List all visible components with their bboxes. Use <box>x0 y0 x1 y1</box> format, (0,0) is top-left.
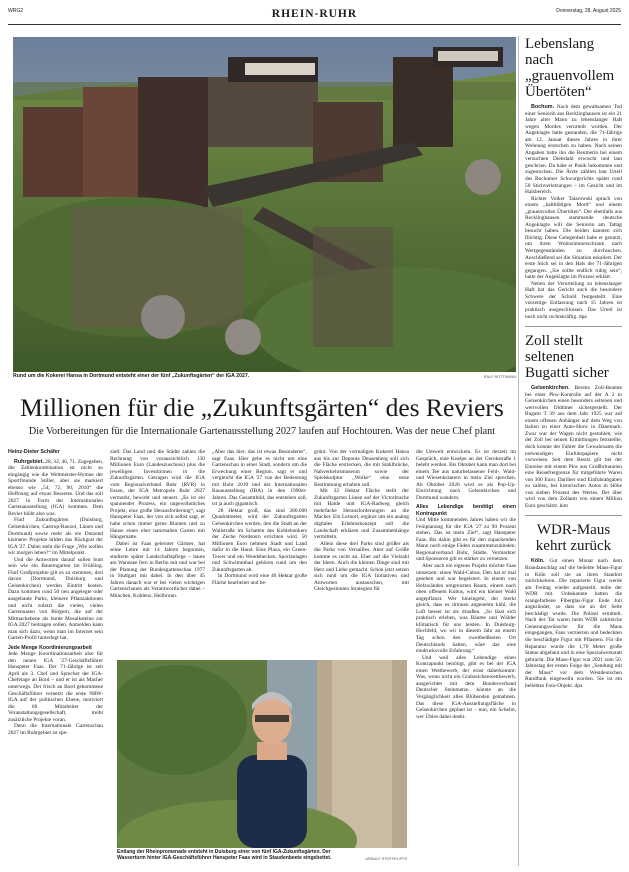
article-column-1 <box>8 449 103 869</box>
paragraph: 28 Hektar groß, das sind 280.000 Quadratmeter, wird der Zukunftsgarten Gelsenkirchen werden, den die Stadt an der Wallstraße im Schatten des Kohlebunkers der Zeche Nordstern errichten wird. 50 Millionen Euro nehmen Stadt und Land dafür in die Hand. Eine Plaza, ein Green-Tower und ein Wendebecken, Sportanlagen und Schwimmbad gehören rund um den Zukunftsgarten ab. <box>212 507 307 573</box>
article1-body <box>525 104 622 320</box>
paragraph: Dabei ist Faas gelernter Gärtner, hat seine Lehre mit 14 Jahren begonnen, studierte später Landschaftspflege – baute am Wannsee fern in Berlin mit und war bei der Planung der Bundesgartenschau 1977 in Stuttgart mit dabei. In den über 45 Jahren danach war er bei vielen wichtigen Gartenschauen als Verantwortlicher dabei – München, Koblenz, Heilbronn. <box>110 540 205 600</box>
paragraph: Denn die Internationale Gartenschau 2027 im Ruhrgebiet ist spe- <box>8 723 103 736</box>
article-divider <box>525 515 622 516</box>
article2-body <box>525 385 622 509</box>
portrait-photo-graphic <box>117 660 407 848</box>
paragraph: Köln. Gut einen Monat nach dem Brandanschlag auf die beliebte Maus-Figur in Köln soll sie an ihren Standort zurückkehren. Die reparierte Figur werde am Freitag wieder aufgestellt, teilte der WDR mit. Unbekannte hatten die orangefarbene Fiberglas-Figur Ende Juli angezündet, so dass sie an der Seite beschädigt wurde. Die Polizei ermittelt. Nach der Tat waren beim WDR zahlreiche Genesungswünsche für die Maus eingegangen, Fans verzierten und bedeckten die beschädigte Figur mit Pflastern. Für die Reparatur wurde die 1,70 Meter große Statue abgebaut und in eine Spezialwerkstatt gebracht. Die Maus-Figur war 2021 zum 50. Jahrestag der ersten Folge der „Sendung mit der Maus“ vor dem Westdeutschen Rundfunk eingeweiht worden. Sie ist ein beliebtes Foto-Objekt. dpa <box>525 558 622 689</box>
paragraph: Und die Antworten darauf sollen bunt sein wie ein Bauerngarten im Frühling. Fünf Großprojekte gilt es zu stemmen, drei davon (Dortmund, Duisburg und Gelsenkirchen) werden Eintritt kosten. Dazu kommen rund 50 neu angelegte oder ausgebaute Parks, kleinere Pflanzaktionen und nicht zuletzt die vielen, vielen Gartenoasen von Bürgern, die auf der Mitmachebene als bunte Mosaiksteine zur IGA 2027 beitragen sollen. Anmelden kann man sich dazu, wenn man im Internet sein Garten-Profil hinterlegt hat. <box>8 556 103 642</box>
subheading: Jede Menge Koordinierungsarbeit <box>8 644 92 651</box>
article-column-2 <box>110 449 205 659</box>
paragraph: grünt. Von der vormaligen Kokerei Hansa aus bis zur Deponie Deusenberg soll sich die Fläche erstrecken, die mit Stahlbrücke, Nahverkehrsmuseum sowie der Spielskulptur „Wolke“ eine neue Bestimmung erhalten soll. <box>314 449 409 488</box>
subheading: Alles Lebendige benötigt einen Kontrapunkt <box>416 504 516 517</box>
kokerei-photo-graphic <box>13 37 516 372</box>
article1-headline: Lebenslang nach „grauenvollem Übertöten“ <box>525 36 615 100</box>
article2-headline: Zoll stellt seltenen Bugatti sicher <box>525 333 609 382</box>
inset-photo-credit: ARNULF STOFFEL/FFS <box>365 857 407 861</box>
article3-headline: WDR-Maus kehrt zurück <box>535 522 612 555</box>
paragraph: Richter Volker Talarowski sprach von einem „kaltblütigen Mord“ und einem „grauenvollen Übertöten“. Der ebenfalls aus Recklinghausen stammende deutsche Angeklagte will die Seniorin am Tattag besucht haben. Die beiden kannten sich flüchtig. Diese Gelegenheit habe er genutzt, um ihren Wohnzimmerschrank nach Wertgegenständen zu durchsuchen. Anschließend sei die Situation eskaliert. Der erste Stich sei in den Hals der 71-Jährigen gegangen. „Sie sollte endlich ruhig sein“, hatte der Angeklagte im Prozess erklärt. <box>525 195 622 281</box>
main-subheadline: Die Vorbereitungen für die Internationale Gartenausstellung 2027 laufen auf Hochtouren. Was der neue Chef plant <box>28 426 496 437</box>
paragraph: Neben der Verurteilung zu lebenslanger Haft hat das Gericht auch die besondere Schwere der Schuld festgestellt. Eine vorzeitige Entlassung nach 15 Jahren ist praktisch ausgeschlossen. Das Urteil ist noch nicht rechtskräftig. dpa <box>525 280 622 320</box>
paragraph: Gelsenkirchen. Bereits Zoll-Beamte bei einer Pkw-Kontrolle auf der A 2 in Gelsenkirchen einen besonders seltenen und wertvollen Oldtimer sichergestellt. Der Bugatti T 39 aus dem Jahr 1925 war auf einem offenen Anhänger auf dem Weg von Italien zu einer Auto-Show in Dänemark. Zwar war der Wagen nicht gestohlen, wie der Zoll bei seinen Ermittlungen feststellte, doch konnte der Fahrer die Gewahrsams die notwendigen Einfuhrpapiere nicht vorweisen. Seit dem Besitz gilt bei der Einreise mit einem Pkw aus Großbritannien eine Reisefreigrenze für mitgeführte Waren von 300 Euro. Darüber sind Einfuhrabgaben zu zahlen, bei historischen Autos in Höhe von sieben Prozent des Wertes. Der über wird von dem Zollamt von einem Million Euro geschätzt. kim <box>525 385 622 509</box>
edition-code: WRG2 <box>8 8 23 14</box>
main-headline: Millionen für die „Zukunftsgärten“ des Reviers <box>20 393 504 422</box>
article-column-4 <box>314 449 409 659</box>
dateline: Ruhrgebiet. <box>14 458 44 465</box>
paragraph: Bochum. Nach dem gewaltsamen Tod einer Seniorin aus Recklinghausen ist ein 21 Jahre alter Mann zu lebenslanger Haft wegen Mordes verurteilt worden. Der Angeklagte hatte gestanden, die 71-Jährige am 12. Januar dieses Jahres in ihrer Wohnung erstochen zu haben. Nach seinen Angaben hatte ihn die Rentnerin bei einem versuchten Diebstahl erwischt und laut geschrien. Da habe er Panik bekommen und zugestochen. Die Ärzte zählten laut Urteil des Bochumer Schwurgerichts später rund 50 Stichverletzungen – im Gesicht und im Halsbereich. <box>525 104 622 196</box>
article-column-3 <box>212 449 307 659</box>
dateline: Gelsenkirchen. <box>531 385 570 392</box>
paragraph: Ruhrgebiet. 28, 32, 46, 71. Zugegeben, die Zahlenkombination ist nicht so eingängig wie die Weltmeister-Hymne der Sportfreunde Stiller, aber sie markiert ebenso wie „54, 72, 90, 2010“ die Hoffnung auf etwas Besseres. Und das soll 2027 in Form der Internationalen Gartenausstellung (IGA) kommen. Dem Revier blüht also was. <box>8 458 103 517</box>
paragraph: „Aber das hier, das ist etwas Besonderes“, sagt Faas. Hier gehe es nicht um eine Gartenschau in einer Stadt, sondern um die Erweckung einer Region, sagt er und vergleicht die IGA '27 von der Bedeutung mit Ruhr 2010 und der Internationalen Bauausstellung (IBA) in den 1990er-Jahren. Das Gesamtbild, das entstehen soll, ist ja auch gigantisch. <box>212 449 307 508</box>
issue-date: Donnerstag, 28. August 2025 <box>556 8 621 14</box>
portrait-photo <box>117 660 407 848</box>
paragraph: Und Mitte kommenden Jahres haben wir die Feinplanung für die IGA '27 zu 90 Prozent stehen. Das ist mein Ziel“, sagt Hanspeter Faas. Bis dahin gibt es für den zupackenden Mann noch einige Fäden zusammenzubinden: Regionalverband Ruhr, Städte, Vermarkter und Sponsoren gilt es stärker zu vernetzen. <box>416 517 516 563</box>
inset-photo-caption: Entlang der Rheinpromenade entsteht in Duisburg einer von fünf IGA-Zukunftsgärten. Der Wasserturm hinter IGA-Geschäftsführer Hanspeter Faas wird in Staudenbeete eingebettet. <box>117 849 332 861</box>
article-divider <box>525 326 622 327</box>
paragraph: Allein diese drei Parks sind größer als die Parks von Versailles. Aber auf Größe komme es nicht an. Eher auf die Vielzahl der Ideen. Auch die kleinen Dinge sind mit Herz und Liebe gemacht. Schon jetzt setzen sich rund um die IGA Initiativen und Antworten austauschen, mit Gleichgesinnten Strategien für <box>314 540 409 593</box>
header-rule <box>8 24 621 25</box>
dateline: Köln. <box>531 558 545 565</box>
paragraph: In Dortmund wird eine 46 Hektar große Fläche bearbeitet und be- <box>212 573 307 586</box>
article3-body <box>525 558 622 689</box>
right-column <box>525 36 622 868</box>
main-photo-credit: RALF ROTTMANN <box>483 375 516 379</box>
paragraph: die Umwelt entwickeln. Es ist derzeit im Gespräch, eine Kneipe an der Gerokstraße 1 belebt werden. Bis Oktober kann man dort bei einem Tee aus naturbelassener Feld-, Wald- und Wiesenkräutern in mein Ziel sprechen. Ab Oktober 2026 wird es als Pop-Up-Einrichtung nach Gelsenkirchen und Dortmund wandern. <box>416 449 516 501</box>
column-divider <box>518 36 519 866</box>
paragraph: ziell: Das Land und die Städte zahlen die Rechnung von voraussichtlich 130 Millionen Euro (Landeszuschuss) plus die jeweiligen Investitionen in die Zukunftsgärten. Getragen wird die IGA vom Regionalverband Ruhr (RVR) in Essen, der IGA Metropole Ruhr 2027 vermarkt, bewirbt und steuert. „Es ist ein spannender Prozess, ein ungewöhnliches Projekt, eine große Herausforderung“, sagt Hanspeter Faas, der von sich selbst sagt, er habe schon immer gerne Blumen und zu Hause einen eher naturnahen Garten mit Hängematte. <box>110 449 205 541</box>
paragraph: Jede Menge Koordinationsarbeit also für den neuen IGA '27-Geschäftsführer Hanspeter Faas. Der 71-Jährige ist seit April als 3. Chef und Sprecher der IGA-Chefetage an Bord – und er ist als Macher unterwegs. Der frisch an Bord gekommene Geschäftsführer vernetzt die erste NRW-IGA auf der politischen Ebene, motiviert die 60 Mitarbeiter der Veranstaltungsgesellschaft, treibt zusätzliche Projekte voran. <box>8 651 103 723</box>
paragraph: Fünf Zukunftsgärten (Duisburg, Gelsenkirchen, Castrop-Rauxel, Lünen und Dortmund) sowie mehr als ein Dutzend kleinerer Projekte bilden das Rückgrat der IGA '27. Dabei steht die Frage „Wie wollen wir morgen leben?“ im Mittelpunkt. <box>8 517 103 557</box>
paragraph: Aber auch ein eigenes Projekt möchte Faas umsetzen: einen Wald-Cubus. Den hat er mal gesehen und war begeistert. In einem von Holzwänden umgrenzten Raum, einem nach oben offenem Kubus, wird ein kleiner Wald angepflanzt. Wer hineingeht, der merkt gleich, dass es drinnen angenehm kühl, die Luft besser ist als draußen. „So lässt sich praktisch erleben, was Bäume und Wälder klimatisch für uns leisten. In Duisburg-Hochfeld, wo wir in diesem Jahr an einem Tag schon den zweitheißesten Ort Deutschlands hatten, wäre das eine eindrucksvolle Erfahrung.“ <box>416 563 516 655</box>
author-byline: Heinz-Dieter Schäfer <box>8 449 60 455</box>
paragraph: Und weil alles Lebendige einen Kontrapunkt benötigt, gibt es bei der IGA einen Wettbewerb, der ernst daherkommt: Was, wenn nicht ein Grabzeichenwettbewerb, ausgerichtet mit dem Bundesverband Deutscher Steinmetze, könnte an die Vergänglichkeit alles Blühenden gemahnen. Das diese IGA-Ausstellungsfläche in Gelsenkirchen geplant ist – nun, ein Schelm, wer Übles dabei denkt. <box>416 654 516 720</box>
dateline: Bochum. <box>531 104 555 110</box>
section-title: RHEIN-RUHR <box>271 8 358 20</box>
article-column-5 <box>416 449 516 869</box>
kokerei-photo <box>13 37 516 372</box>
paragraph: Mit 32 Hektar Fläche stellt der Zukunftsgarten Lünen auf der Victorbrache mit Halde und IGA-Radweg gleich mehrfache Herausforderungen an die Macher. Ein Lernort, ergänzt um ein analog digitales Erlebniskonzept soll die Landschaft erklären und Zusammenhänge vermitteln. <box>314 488 409 541</box>
main-photo-caption: Rund um die Kokerei Hansa in Dortmund entsteht einer der fünf „Zukunftsgärten“ der IGA 2027. <box>13 373 250 379</box>
